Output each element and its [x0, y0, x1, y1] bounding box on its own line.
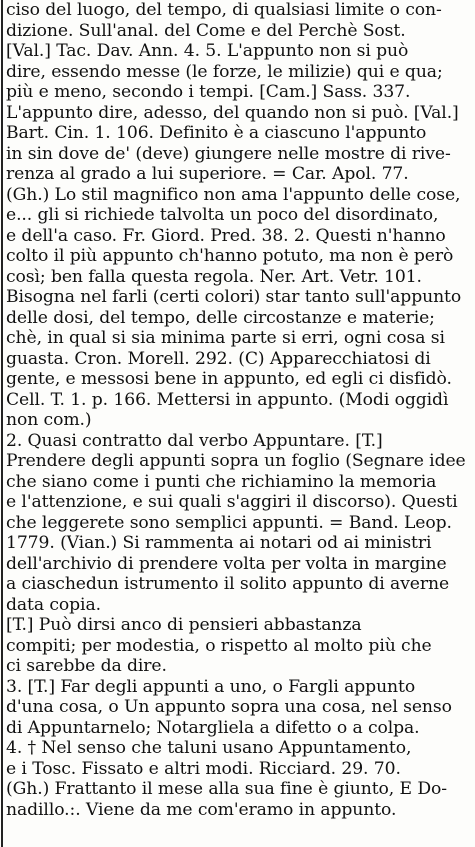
- text-line: Bart. Cin. 1. 106. Definito è a ciascuno l'appunto: [6, 123, 427, 143]
- left-margin-rule: [1, 0, 3, 847]
- text-line: e dell'a caso. Fr. Giord. Pred. 38. 2. Questi n'hanno: [6, 225, 446, 246]
- text-line: nadillo.:. Viene da me com'eramo in appunto.: [6, 799, 397, 820]
- text-line: (Gh.) Frattanto il mese alla sua fine è giunto, E Do-: [6, 779, 447, 799]
- text-line: compiti; per modestia, o rispetto al molto più che: [6, 635, 432, 656]
- text-line: ciso del luogo, del tempo, di qualsiasi limite o con-: [6, 0, 442, 20]
- text-line: dire, essendo messe (le forze, le milizie) qui e qua;: [6, 61, 443, 82]
- text-line: colto il più appunto ch'hanno potuto, ma non è però: [6, 246, 454, 266]
- text-line: che leggerete sono semplici appunti. = Band. Leop.: [6, 512, 452, 533]
- text-line: Cell. T. 1. p. 166. Mettersi in appunto. (Modi oggidì: [6, 389, 449, 410]
- text-line: (Gh.) Lo stil magnifico non ama l'appunto delle cose,: [6, 184, 461, 205]
- text-line: renza al grado a lui superiore. = Car. Apol. 77.: [6, 164, 409, 184]
- text-line: delle dosi, del tempo, delle circostanze e materie;: [6, 307, 435, 328]
- text-line: non com.): [6, 410, 92, 430]
- text-line: 1779. (Vian.) Si rammenta ai notari od ai ministri: [6, 533, 432, 553]
- text-line: Bisogna nel farli (certi colori) star tanto sull'appunto: [6, 287, 462, 307]
- text-line: gente, e messosi bene in appunto, ed egli ci disfidò.: [6, 369, 452, 389]
- text-line: guasta. Cron. Morell. 292. (C) Apparecchiatosi di: [6, 348, 431, 369]
- text-line: più e meno, secondo i tempi. [Cam.] Sass. 337.: [6, 82, 411, 102]
- text-line: 2. Quasi contratto dal verbo Appuntare. [T.]: [6, 430, 383, 451]
- text-line: dell'archivio di prendere volta per volta in margine: [6, 553, 447, 574]
- text-line: 4. † Nel senso che taluni usano Appuntamento,: [6, 738, 412, 758]
- text-line: dizione. Sull'anal. del Come e del Perchè Sost.: [6, 20, 406, 41]
- text-line: così; ben falla questa regola. Ner. Art. Vetr. 101.: [6, 266, 422, 287]
- text-line: L'appunto dire, adesso, del quando non si può. [Val.]: [6, 102, 459, 123]
- text-line: che siano come i punti che richiamino la memoria: [6, 471, 437, 492]
- text-line: in sin dove de' (deve) giungere nelle mostre di rive-: [6, 143, 451, 164]
- text-line: di Appuntarnelo; Notargliela a difetto o a colpa.: [6, 717, 420, 738]
- text-line: [Val.] Tac. Dav. Ann. 4. 5. L'appunto non si può: [6, 41, 409, 61]
- text-line: chè, in qual si sia minima parte si erri, ogni cosa si: [6, 328, 445, 348]
- text-line: d'una cosa, o Un appunto sopra una cosa, nel senso: [6, 697, 452, 717]
- text-line: a ciaschedun istrumento il solito appunto di averne: [6, 574, 450, 594]
- text-line: e l'attenzione, e sui quali s'aggiri il discorso). Questi: [6, 492, 458, 512]
- text-line: 3. [T.] Far degli appunti a uno, o Fargli appunto: [6, 676, 416, 697]
- entry-text-column: [6, 0, 471, 820]
- text-line: data copia.: [6, 594, 101, 615]
- text-line: e... gli si richiede talvolta un poco del disordinato,: [6, 205, 439, 225]
- text-line: [T.] Può dirsi anco di pensieri abbastanza: [6, 615, 362, 635]
- text-line: e i Tosc. Fissato e altri modi. Ricciard. 29. 70.: [6, 758, 401, 779]
- text-line: Prendere degli appunti sopra un foglio (Segnare idee: [6, 451, 466, 471]
- text-line: ci sarebbe da dire.: [6, 656, 167, 676]
